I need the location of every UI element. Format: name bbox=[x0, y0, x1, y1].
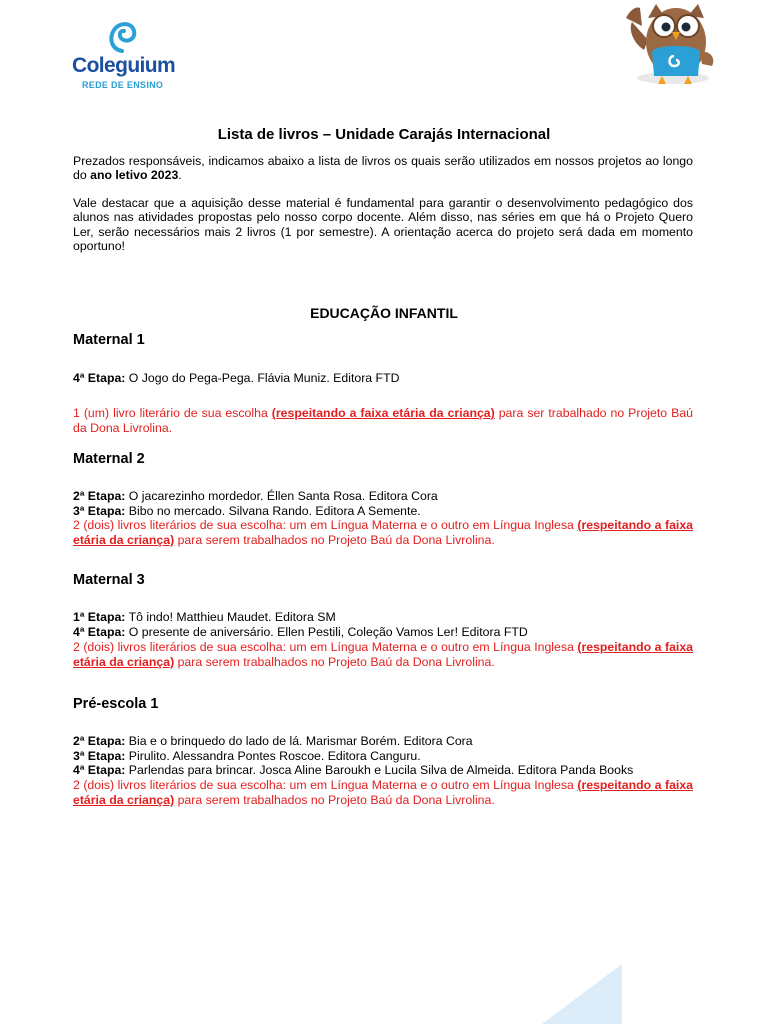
level-heading: Maternal 1 bbox=[73, 332, 145, 348]
section-title: EDUCAÇÃO INFANTIL bbox=[310, 305, 458, 321]
stage-label: 1ª Etapa: bbox=[73, 610, 126, 624]
book-text: Pirulito. Alessandra Pontes Roscoe. Editora Canguru. bbox=[125, 748, 421, 763]
choice-note bbox=[73, 518, 693, 547]
book-text: Parlendas para brincar. Josca Aline Baroukh e Lucila Silva de Almeida. Editora Panda Books bbox=[125, 763, 634, 778]
note-end: para ser trabalhado no Projeto Baú da Dona Livrolina. bbox=[73, 406, 693, 435]
stage-label: 2ª Etapa: bbox=[73, 489, 126, 503]
swirl-icon bbox=[105, 18, 139, 54]
book-item bbox=[73, 504, 693, 519]
book-item bbox=[73, 734, 693, 749]
note-end: para serem trabalhados no Projeto Baú da Dona Livrolina. bbox=[174, 792, 495, 807]
stage-label: 3ª Etapa: bbox=[73, 748, 126, 763]
note-text: 2 (dois) livros literários de sua escolha: um em Língua Materna e o outro em Língua Inglesa bbox=[73, 640, 578, 654]
stage-label: 4ª Etapa: bbox=[73, 624, 126, 639]
book-item bbox=[73, 610, 693, 625]
age-note: (respeitando a faixa etária da criança) bbox=[73, 640, 694, 669]
book-text: O Jogo do Pega-Pega. Flávia Muniz. Editora FTD bbox=[125, 371, 400, 385]
age-note: (respeitando a faixa etária da criança) bbox=[271, 406, 495, 420]
book-item bbox=[73, 371, 693, 386]
intro-text: Prezados responsáveis, indicamos abaixo a lista de livros os quais serão utilizados em nossos projetos ao longo do bbox=[73, 154, 693, 183]
stage-label: 3ª Etapa: bbox=[73, 503, 126, 518]
level-heading: Maternal 2 bbox=[73, 451, 145, 467]
choice-note bbox=[73, 778, 693, 807]
stage-label: 2ª Etapa: bbox=[73, 734, 126, 748]
book-list bbox=[73, 371, 693, 386]
note-text: 2 (dois) livros literários de sua escolha: um em Língua Materna e o outro em Língua Inglesa bbox=[73, 518, 578, 532]
book-list bbox=[73, 734, 693, 778]
stage-label: 4ª Etapa: bbox=[73, 763, 126, 778]
coleguium-logo bbox=[72, 18, 176, 90]
book-text: Tô indo! Matthieu Maudet. Editora SM bbox=[125, 610, 336, 624]
book-text: O presente de aniversário. Ellen Pestili, Coleção Vamos Ler! Editora FTD bbox=[125, 624, 528, 639]
note-text: 2 (dois) livros literários de sua escolha: um em Língua Materna e o outro em Língua Inglesa bbox=[73, 778, 578, 792]
owl-mascot-icon bbox=[618, 0, 728, 90]
intro-end: . bbox=[178, 168, 182, 183]
book-list bbox=[73, 610, 693, 639]
note-end: para serem trabalhados no Projeto Baú da Dona Livrolina. bbox=[174, 532, 495, 547]
note-text: 1 (um) livro literário de sua escolha bbox=[73, 406, 272, 420]
book-text: O jacarezinho mordedor. Éllen Santa Rosa. Editora Cora bbox=[125, 489, 438, 503]
intro-year: ano letivo 2023 bbox=[90, 168, 179, 183]
document-title: Lista de livros – Unidade Carajás Internacional bbox=[217, 126, 551, 143]
logo-subtitle: REDE DE ENSINO bbox=[82, 80, 164, 90]
book-item bbox=[73, 749, 693, 764]
choice-note bbox=[73, 406, 693, 435]
book-text: Bibo no mercado. Silvana Rando. Editora A Semente. bbox=[125, 503, 421, 518]
level-heading: Pré-escola 1 bbox=[73, 696, 159, 712]
note-end: para serem trabalhados no Projeto Baú da Dona Livrolina. bbox=[174, 654, 495, 669]
age-note: (respeitando a faixa etária da criança) bbox=[73, 518, 694, 547]
book-item bbox=[73, 625, 693, 640]
logo-wordmark: Coleguium bbox=[72, 54, 176, 77]
book-list bbox=[73, 489, 693, 518]
stage-label: 4ª Etapa: bbox=[73, 371, 126, 385]
book-item bbox=[73, 489, 693, 504]
age-note: (respeitando a faixa etária da criança) bbox=[73, 778, 694, 807]
book-text: Bia e o brinquedo do lado de lá. Marismar Borém. Editora Cora bbox=[125, 734, 473, 748]
book-item bbox=[73, 763, 693, 778]
intro-paragraph bbox=[73, 154, 693, 183]
level-heading: Maternal 3 bbox=[73, 572, 145, 588]
choice-note bbox=[73, 640, 693, 669]
intro-paragraph-2: Vale destacar que a aquisição desse material é fundamental para garantir o desenvolvimento pedagógico dos alunos nas atividades propostas pelo nosso corpo docente. Além disso, nas séries em que há o Projeto Quero Ler, serão necessários mais 2 livros (1 por semestre). A orientação acerca do projeto será dada em momento oportuno! bbox=[73, 196, 693, 254]
corner-decoration bbox=[542, 964, 622, 1024]
